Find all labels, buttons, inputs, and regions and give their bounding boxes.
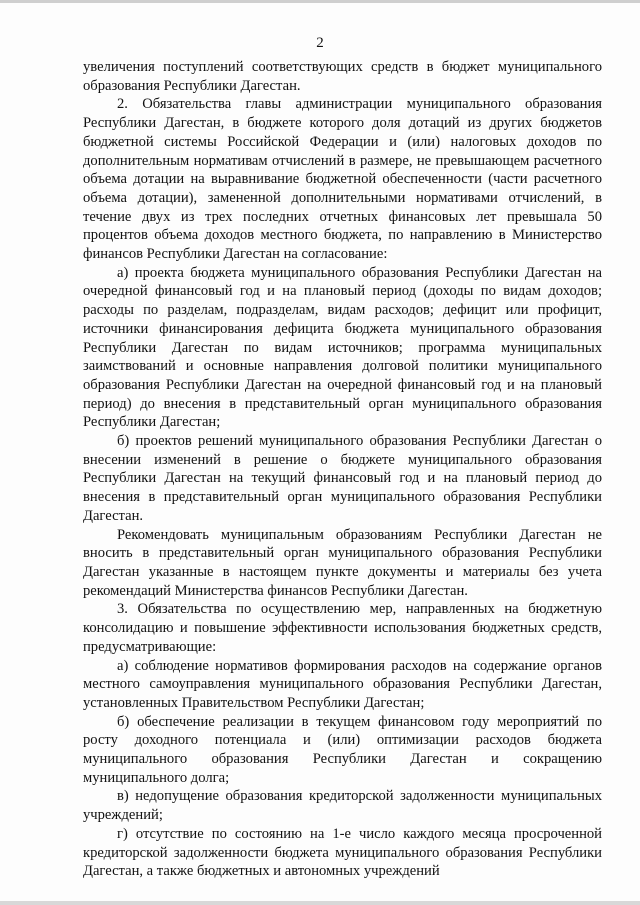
scan-top-edge (0, 0, 640, 3)
paragraph-continuation: увеличения поступлений соответствующих средств в бюджет муниципального образования Республики Дагестан. (83, 59, 602, 94)
paragraph-subitem-3v: в) недопущение образования кредиторской задолженности муниципальных учреждений; (83, 788, 602, 824)
scan-bottom-edge (0, 901, 640, 905)
paragraph-item-3: 3. Обязательства по осуществлению мер, направленных на бюджетную консолидацию и повышение эффективности использования бюджетных средств, предусматривающие: (83, 601, 602, 655)
paragraph-subitem-3a: а) соблюдение нормативов формирования расходов на содержание органов местного самоуправления муниципального образования Республики Дагестан, установленных Правительством Республики Дагестан; (83, 657, 602, 711)
paragraph-subitem-3g: г) отсутствие по состоянию на 1-е число каждого месяца просроченной кредиторской задолженности бюджета муниципального образования Республики Дагестан, а также бюджетных и автономных учреждений (83, 825, 602, 880)
paragraph-item-2: 2. Обязательства главы администрации муниципального образования Республики Дагестан, в бюджете которого доля дотаций из других бюджетов бюджетной системы Российской Федерации и (или) налоговых доходов по дополнительным нормативам отчислений в размере, не превышающем расчетного объема дотации на выравнивание бюджетной обеспеченности (части расчетного объема дотации), замененной дополнительными нормативами отчислений, в течение двух из трех последних отчетных финансовых лет превышала 50 процентов объема доходов местного бюджета, по направлению в Министерство финансов Республики Дагестан на согласование: (83, 96, 602, 263)
paragraph-recommendation: Рекомендовать муниципальным образованиям Республики Дагестан не вносить в представительный орган муниципального образования Республики Дагестан указанные в настоящем пункте документы и материалы без учета рекомендаций Министерства финансов Республики Дагестан. (83, 526, 602, 599)
paragraph-subitem-3b: б) обеспечение реализации в текущем финансовом году мероприятий по росту доходного потенциала и (или) оптимизации расходов бюджета муниципального образования Республики Дагестан и сокращению муниципального долга; (83, 713, 602, 786)
page-number: 2 (316, 35, 324, 51)
paragraph-subitem-2b: б) проектов решений муниципального образования Республики Дагестан о внесении изменений в решение о бюджете муниципального образования Республики Дагестан на текущий финансовый год и на плановый период до внесения в представительный орган муниципального образования Республики Дагестан. (83, 433, 602, 524)
document-body (83, 58, 602, 881)
paragraph-subitem-2a: а) проекта бюджета муниципального образования Республики Дагестан на очередной финансовый год и на плановый период (доходы по видам доходов; расходы по разделам, подразделам, видам расходов; дефицит или профицит, источники финансирования дефицита бюджета муниципального образования Республики Дагестан по видам источников; программа муниципальных заимствований и основные направления долговой политики муниципального образования Республики Дагестан на очередной финансовый год и на плановый период) до внесения в представительный орган муниципального образования Республики Дагестан; (83, 264, 602, 431)
